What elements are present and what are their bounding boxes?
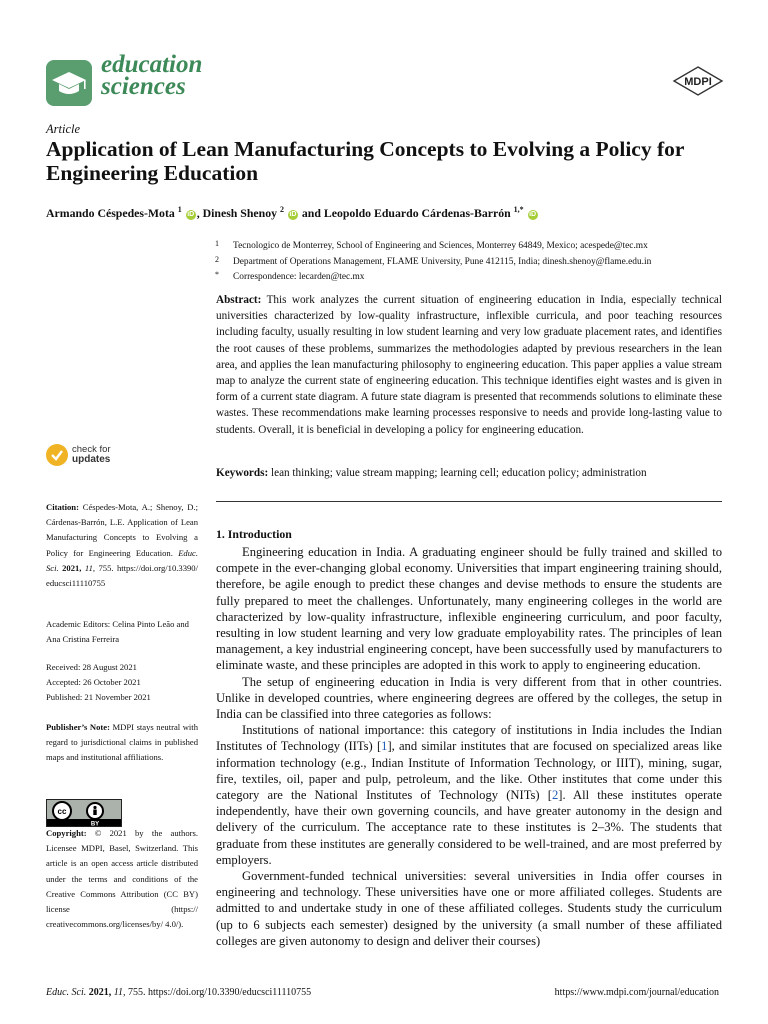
graduation-cap-icon — [46, 60, 92, 106]
journal-name-line1: education — [101, 51, 203, 78]
copyright-notice — [46, 826, 198, 932]
received-date: Received: 28 August 2021 — [46, 662, 137, 672]
citation-block — [46, 500, 198, 591]
copyright-label: Copyright: — [46, 828, 87, 838]
keywords-text: lean thinking; value stream mapping; learning cell; education policy; administration — [271, 467, 647, 479]
publisher-logo — [672, 66, 724, 101]
affiliation-mark: 2 — [215, 254, 219, 264]
svg-text:cc: cc — [57, 807, 67, 816]
affiliation-text: Tecnologico de Monterrey, School of Engineering and Sciences, Monterrey 64849, Mexico; acespede@tec.mx — [233, 241, 648, 251]
author-name[interactable]: Dinesh Shenoy — [202, 205, 278, 220]
affiliation-row — [215, 239, 735, 255]
citation-text: Céspedes-Mota, A.; Shenoy, D.; Cárdenas-Barrón, L.E. Application of Lean Manufacturing Concepts to Evolving a Policy for Engineering Education. — [46, 502, 198, 558]
affiliation-row — [215, 270, 735, 286]
check-for-updates-icon — [46, 444, 68, 466]
license-badge-label: BY — [90, 821, 100, 826]
affiliation-text: Correspondence: lecarden@tec.mx — [233, 272, 365, 282]
footer-journal: Educ. Sci. — [46, 987, 87, 998]
paragraph: Engineering education in India. A graduating engineer should be fully trained and skilled to compete in the ever-changing global economy. Universities that impart engineering training should, therefore, be agile enough to predict these changes and devise methods to ensure the students are fully prepared to meet the challenges. Unfortunately, many engineering colleges in the world are characterized by low-quality infrastructure, inflexible engineering curriculum, and poor faculty, resulting in low student learning and very low graduate employability rates. The principles of lean management, a key industrial engineering concept, have been successfully used by manufacturers to eliminate waste, and these principles are adopted in this work to apply to engineering education. — [216, 545, 722, 673]
footer-citation — [46, 987, 311, 998]
footer-journal-url[interactable]: https://www.mdpi.com/journal/education — [554, 987, 719, 998]
paper-title: Application of Lean Manufacturing Concepts to Evolving a Policy for Engineering Education — [46, 137, 685, 185]
affiliation-mark: * — [215, 270, 219, 279]
cc-by-license-badge[interactable] — [46, 799, 122, 827]
author-affil-mark: 1,* — [513, 205, 524, 214]
publisher-name: MDPI — [684, 76, 712, 88]
check-for-updates-line1: check for — [72, 444, 111, 455]
citation-year: 2021, — [62, 562, 82, 573]
author-name[interactable]: Leopoldo Eduardo Cárdenas-Barrón — [323, 205, 511, 220]
publisher-note — [46, 720, 198, 766]
copyright-text: © 2021 by the authors. Licensee MDPI, Basel, Switzerland. This article is an open access article distributed under the terms and conditions of the Creative Commons Attribution (CC BY) license (https:// creativecommons.org/licenses/by/ 4.0/). — [46, 828, 198, 930]
author-list — [46, 205, 726, 221]
author-affil-mark: 1 — [177, 205, 182, 214]
article-type: Article — [46, 122, 81, 136]
citation-journal: Educ. Sci. — [46, 547, 198, 573]
journal-name — [101, 51, 203, 100]
citation-volume: 11, — [84, 562, 96, 573]
keywords-label: Keywords: — [216, 467, 269, 479]
footer-year: 2021, — [88, 987, 112, 998]
accepted-date: Accepted: 26 October 2021 — [46, 677, 141, 688]
keywords — [216, 465, 722, 481]
author-separator: and — [301, 205, 321, 220]
orcid-icon[interactable]: iD — [529, 210, 537, 218]
journal-logo-mark — [46, 60, 92, 106]
abstract-label: Abstract: — [216, 294, 262, 306]
journal-name-line2: sciences — [101, 73, 186, 100]
affiliation-mark: 1 — [215, 239, 219, 248]
paragraph: Government-funded technical universities: several universities in India offer courses in engineering and technology. These universities have one or more affiliated colleges. Students are admitted to and undertake study in one of these affiliated colleges. Students study the curriculum (up to 6 subjects each semester) designed by the university (a small number of these affiliated colleges are given autonomy to design and deliver their courses) — [216, 869, 722, 948]
author-affil-mark: 2 — [279, 205, 284, 214]
citation-label: Citation: — [46, 502, 79, 512]
reference-link[interactable]: 2 — [551, 788, 559, 803]
affiliation-text: Department of Operations Management, FLAME University, Pune 412115, India; dinesh.shenoy@flame.edu.in — [233, 256, 652, 267]
body-text — [216, 544, 722, 949]
author-name[interactable]: Armando Céspedes-Mota — [46, 205, 175, 220]
paragraph: The setup of engineering education in India is very different from that in other countries. Unlike in developed countries, where engineering degrees are offered by the colleges, the setup in India can be classified into three categories as follows: — [216, 674, 722, 722]
author-separator: , — [196, 205, 200, 220]
abstract — [216, 292, 722, 438]
published-date: Published: 21 November 2021 — [46, 692, 151, 703]
paragraph: Institutions of national importance: this category of institutions in India includes the Indian Institutes of Technology (IITs) [1], and similar institutes that are focused on specialized areas like information technology (e.g., Indian Institute of Information Technology, or IIIT), mining, sugar, fire, textiles, oil, paper and pulp, petroleum, and the like. Other institutes that come under this category are the National Institutes of Technology (NITs) [2]. All these institutes operate independently, have their own governing councils, and have greater autonomy in the design and delivery of the curriculum. The acceptance rate to these institutes is 2–3%. The students that graduate from these institutes are generally considered to be well-trained, and are most preferred by employers. — [216, 723, 722, 867]
publication-dates — [46, 660, 198, 706]
abstract-text: This work analyzes the current situation of engineering education in India, especially technical universities characterized by low-quality infrastructure, inflexible curricula, and poor teaching resources including faculty, usually resulting in low student learning and very low graduate placement rates, and identifies the root causes of these problems, summarizes the methodologies adapted by previous researchers in the lean area, and applies the lean manufacturing philosophy to engineering education. This paper applies a value stream map to analyze the current state of engineering education. This technique identifies eight wastes and is given in form of a current state diagram. A future state diagram is presented that recommends solutions to eliminate these wastes. These recommendations make learning processes responsive to needs and provide long-lasting value to students. Overall, it is beneficial in developing a policy for engineering education. — [216, 294, 722, 436]
reference-link[interactable]: 1 — [381, 739, 388, 754]
affiliations — [215, 239, 735, 286]
check-for-updates-line2: updates — [72, 454, 111, 465]
divider — [216, 501, 722, 502]
footer-volume: 11, — [113, 987, 126, 998]
orcid-icon[interactable]: iD — [187, 210, 195, 218]
section-heading: 1. Introduction — [216, 527, 292, 541]
publisher-note-label: Publisher’s Note: — [46, 722, 110, 732]
publisher-note-text: MDPI stays neutral with regard to jurisdictional claims in published maps and institutional affiliations. — [46, 722, 198, 763]
citation-doi-link[interactable]: 755. https://doi.org/10.3390/ educsci11110755 — [46, 562, 198, 589]
affiliation-row — [215, 255, 735, 271]
academic-editors: Academic Editors: Celina Pinto Leão and Ana Cristina Ferreira — [46, 619, 189, 645]
footer-doi-link[interactable]: 755. https://doi.org/10.3390/educsci11110755 — [128, 987, 312, 998]
orcid-icon[interactable]: iD — [289, 210, 297, 218]
check-for-updates-button[interactable] — [46, 444, 111, 466]
